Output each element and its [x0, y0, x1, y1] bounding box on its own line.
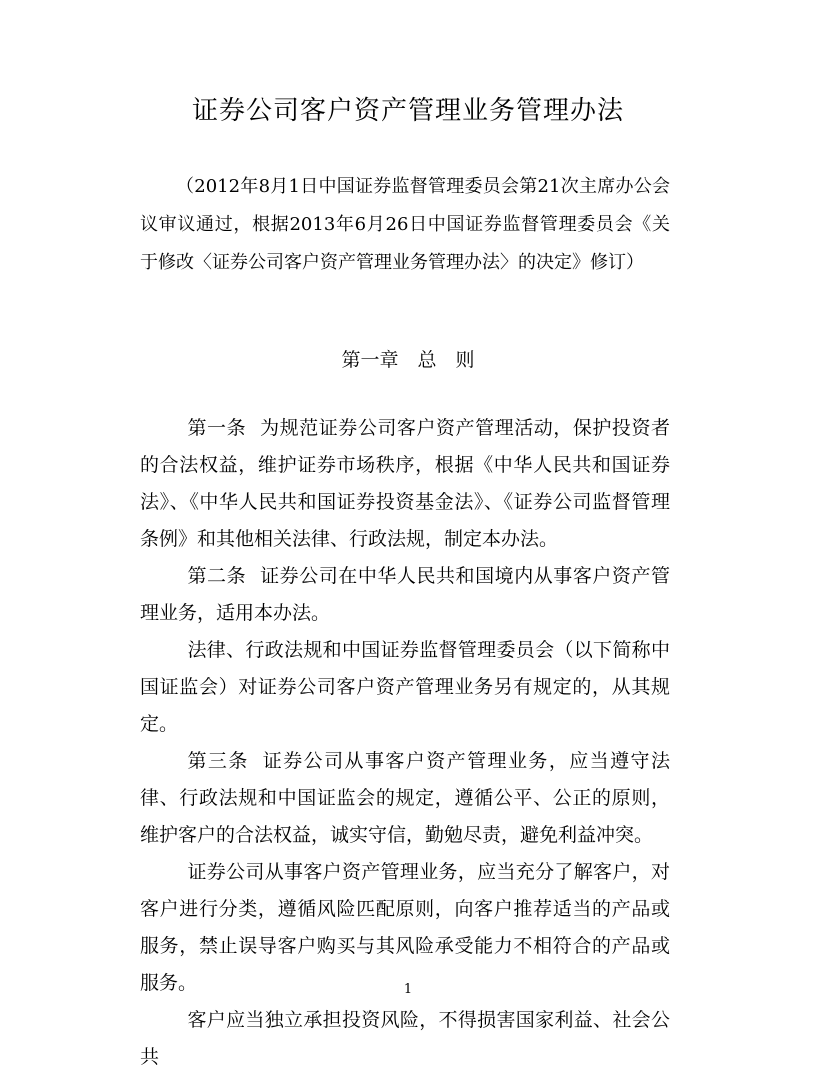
article-number: 第二条 — [187, 565, 247, 587]
paragraph — [140, 743, 670, 854]
paragraph-text: 证券公司从事客户资产管理业务，应当充分了解客户，对客户进行分类，遵循风险匹配原则，向客户推荐适当的产品或服务，禁止误导客户购买与其风险承受能力不相符合的产品或服务。 — [140, 861, 670, 994]
paragraph-text: 法律、行政法规和中国证券监督管理委员会（以下简称中国证监会）对证券公司客户资产管理业务另有规定的，从其规定。 — [140, 639, 670, 735]
page-number: 1 — [403, 982, 413, 997]
paragraph — [140, 632, 670, 743]
paragraph — [140, 854, 670, 1002]
article-number: 第一条 — [187, 417, 247, 439]
paragraph — [140, 558, 670, 632]
article-number: 第三条 — [187, 750, 249, 772]
document-title: 证券公司客户资产管理业务管理办法 — [191, 96, 624, 126]
paragraph — [140, 410, 670, 558]
paragraph-text: 客户应当独立承担投资风险，不得损害国家利益、社会公共 — [140, 1009, 670, 1068]
paragraph — [140, 1002, 670, 1076]
adoption-note: （2012年8月1日中国证券监督管理委员会第21次主席办公会议审议通过，根据2013年6月26日中国证券监督管理委员会《关于修改〈证券公司客户资产管理业务管理办法〉的决定》修订） — [140, 176, 670, 273]
chapter-heading: 第一章 总 则 — [341, 349, 475, 371]
body-text — [140, 410, 670, 1076]
paragraph-text: 证券公司从事客户资产管理业务，应当遵守法律、行政法规和中国证监会的规定，遵循公平、公正的原则，维护客户的合法权益，诚实守信，勤勉尽责，避免利益冲突。 — [140, 750, 670, 846]
paragraph-text: 为规范证券公司客户资产管理活动，保护投资者的合法权益，维护证券市场秩序，根据《中华人民共和国证券法》、《中华人民共和国证券投资基金法》、《证券公司监督管理条例》和其他相关法律、行政法规，制定本办法。 — [140, 417, 670, 550]
paragraph-text: 证券公司在中华人民共和国境内从事客户资产管理业务，适用本办法。 — [140, 565, 670, 624]
